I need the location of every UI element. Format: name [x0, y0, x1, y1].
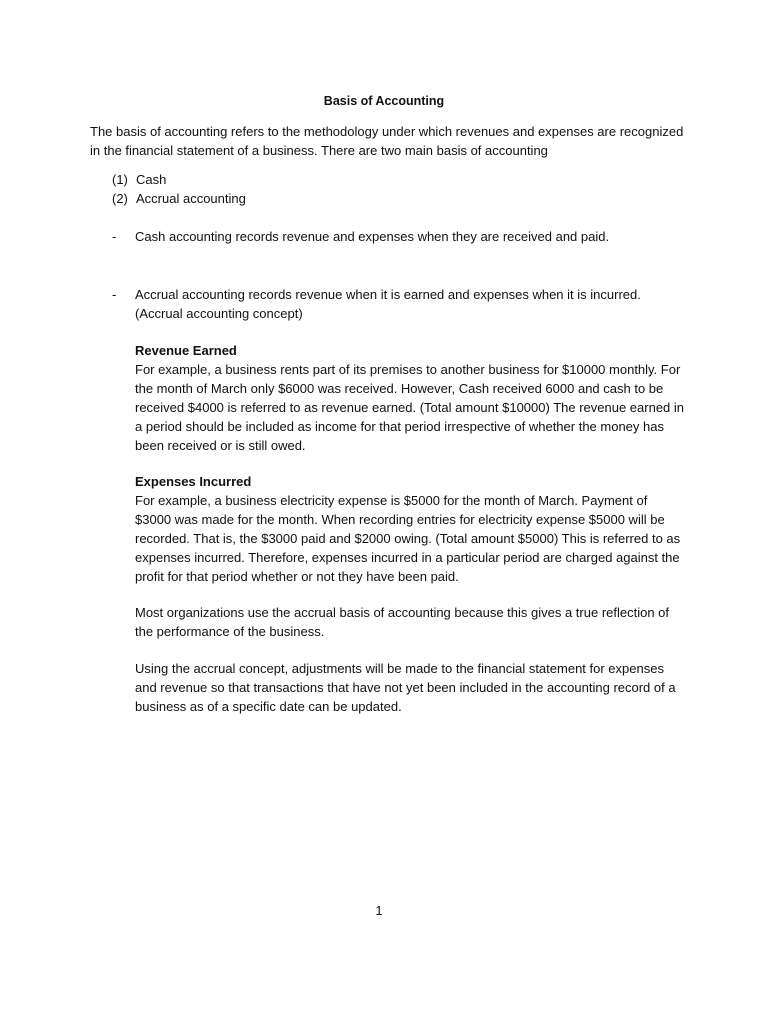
bullet-text: Cash accounting records revenue and expenses when they are received and paid.	[135, 229, 610, 244]
list-item	[112, 189, 246, 208]
revenue-heading: Revenue Earned	[135, 343, 237, 358]
bullet-accrual	[112, 285, 692, 323]
revenue-text: For example, a business rents part of its premises to another business for $10000 monthly. For the month of March only $6000 was received. However, Cash received 6000 and cash to be received $4000 is referred to as revenue earned. (Total amount $10000) The revenue earned in a period should be included as income for that period irrespective of whether the money has been received or is still owed.	[135, 362, 685, 453]
page-number: 1	[375, 903, 383, 918]
numbered-list	[112, 170, 246, 208]
list-number: (1)	[112, 172, 128, 187]
dash-marker: -	[112, 287, 117, 302]
expenses-heading: Expenses Incurred	[135, 474, 252, 489]
dash-marker: -	[112, 229, 117, 244]
list-number: (2)	[112, 191, 128, 206]
most-organizations-paragraph: Most organizations use the accrual basis of accounting because this gives a true reflection of the performance of the business.	[135, 605, 670, 639]
document-title: Basis of Accounting	[323, 94, 445, 108]
intro-paragraph: The basis of accounting refers to the methodology under which revenues and expenses are recognized in the financial statement of a business. There are two main basis of accounting	[90, 124, 684, 158]
bullet-text: Accrual accounting records revenue when it is earned and expenses when it is incurred. (Accrual accounting concept)	[135, 287, 641, 321]
list-item	[112, 170, 246, 189]
expenses-section	[135, 472, 685, 586]
list-text: Accrual accounting	[136, 191, 246, 206]
revenue-section	[135, 341, 685, 455]
bullet-cash	[112, 227, 692, 246]
list-text: Cash	[136, 172, 167, 187]
accrual-concept-paragraph: Using the accrual concept, adjustments will be made to the financial statement for expenses and revenue so that transactions that have not yet been included in the accounting record of a business as of a specific date can be updated.	[135, 661, 676, 714]
expenses-text: For example, a business electricity expense is $5000 for the month of March. Payment of $3000 was made for the month. When recording entries for electricity expense $5000 will be recorded. That is, the $3000 paid and $2000 owing. (Total amount $5000) This is referred to as expenses incurred. Therefore, expenses incurred in a particular period are charged against the profit for that period whether or not they have been paid.	[135, 493, 681, 584]
